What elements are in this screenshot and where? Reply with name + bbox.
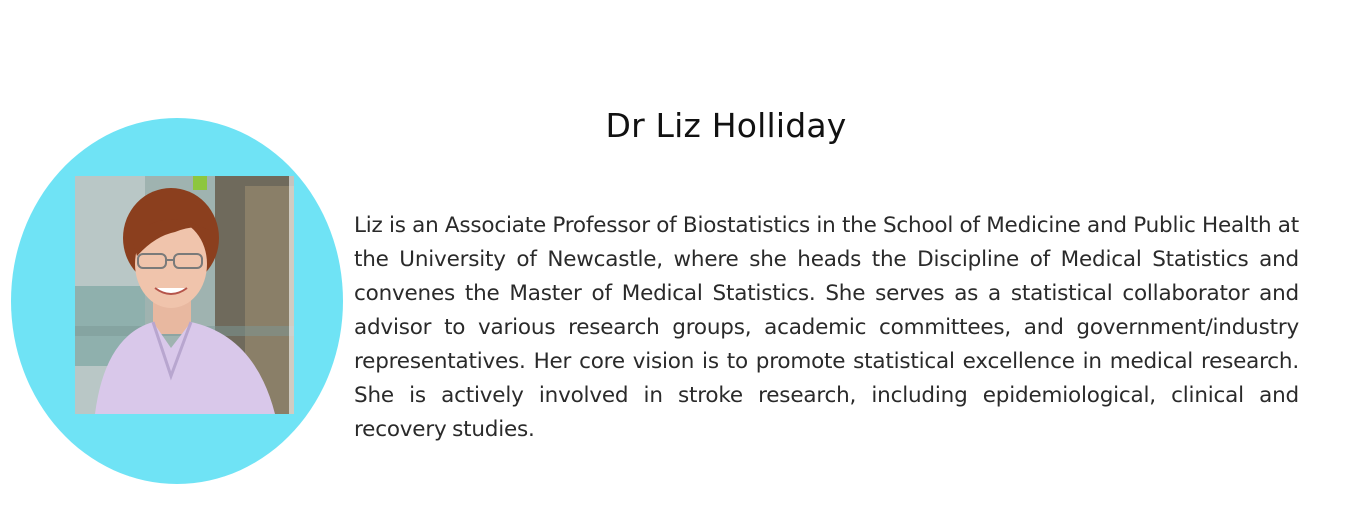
bio-paragraph: Liz is an Associate Professor of Biostatistics in the School of Medicine and Public Health at the University of Newcastle, where she heads the Discipline of Medical Statistics and convenes the Master of Medical Statistics. She serves as a statistical collaborator and advisor to various research groups, academic committees, and government/industry representatives. Her core vision is to promote statistical excellence in medical research. She is actively involved in stroke research, including epidemiological, clinical and recovery studies. (354, 213, 1299, 442)
page-title: Dr Liz Holliday (605, 106, 847, 145)
avatar (75, 176, 294, 414)
